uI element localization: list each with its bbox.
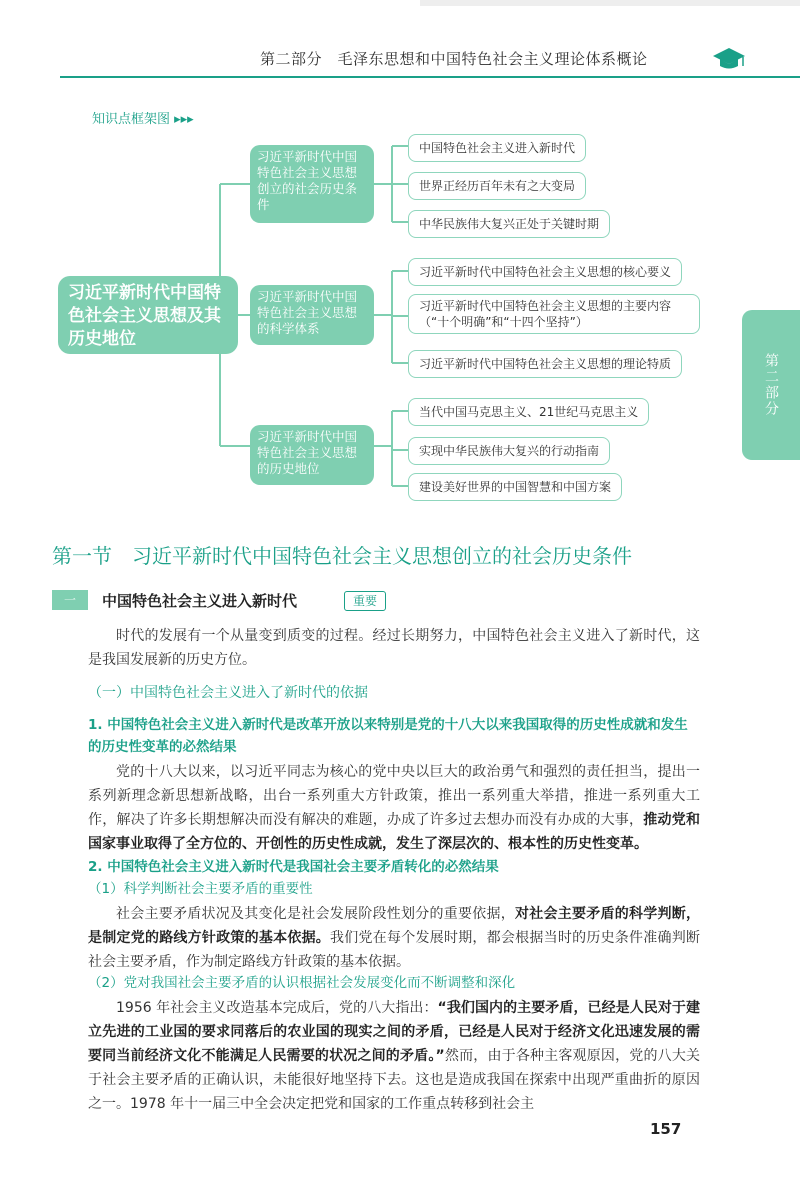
mindmap-leaf: 习近平新时代中国特色社会主义思想的理论特质: [408, 350, 682, 378]
paragraph-emphasis: “我们国内的主要矛盾，已经是人民对于建立先进的工业国的要求同落后的农业国的现实之间的矛盾，已经是人民对于经济文化迅速发展的需要同当前经济文化不能满足人民需要的状况之间的矛盾。”: [88, 1000, 701, 1064]
mindmap-leaf: 实现中华民族伟大复兴的行动指南: [408, 437, 610, 465]
mindmap-leaf-two-line: [408, 294, 700, 334]
mindmap-leaf-line: （“十个明确”和“十四个坚持”）: [419, 315, 588, 329]
heading-point-2-1: （1）科学判断社会主要矛盾的重要性: [88, 881, 313, 897]
mindmap-branch-system: 习近平新时代中国特色社会主义思想的科学体系: [250, 285, 374, 345]
mindmap-leaf: 世界正经历百年未有之大变局: [408, 172, 586, 200]
heading-basis: （一）中国特色社会主义进入了新时代的依据: [88, 685, 368, 701]
heading-point-1: 1. 中国特色社会主义进入新时代是改革开放以来特别是党的十八大以来我国取得的历史性成就和发生的历史性变革的必然结果: [88, 717, 688, 755]
mindmap-branch-status: 习近平新时代中国特色社会主义思想的历史地位: [250, 425, 374, 485]
paragraph-history: [88, 996, 700, 1116]
paragraph-text: 我们党在每个发展时期，都会根据当时的历史条件准确判断社会主要矛盾，作为制定路线方针政策的基本依据。: [88, 930, 700, 970]
graduation-cap-icon: [712, 46, 746, 72]
framework-label: 知识点框架图 ▸▸▸: [92, 112, 194, 127]
mindmap-leaf: 中华民族伟大复兴正处于关键时期: [408, 210, 610, 238]
mindmap-leaf: 中国特色社会主义进入新时代: [408, 134, 586, 162]
page-number: 157: [650, 1120, 682, 1138]
importance-badge: 重要: [344, 591, 386, 611]
mindmap-root: 习近平新时代中国特色社会主义思想及其历史地位: [58, 276, 238, 354]
paragraph-text: 党的十八大以来，以习近平同志为核心的党中央以巨大的政治勇气和强烈的责任担当，提出一系列新理念新思想新战略，出台一系列重大方针政策，推出一系列重大举措，推进一系列重大工作，解决了许多长期想解决而没有解决的难题，办成了许多过去想办而没有办成的大事，: [88, 764, 700, 828]
paragraph-contradiction: [88, 902, 700, 974]
subsection-title: 中国特色社会主义进入新时代: [102, 592, 298, 610]
section-title: 第一节 习近平新时代中国特色社会主义思想创立的社会历史条件: [52, 544, 632, 568]
paragraph-text: 社会主要矛盾状况及其变化是社会发展阶段性划分的重要依据，: [116, 906, 515, 922]
header-rule: [60, 76, 800, 78]
paragraph-emphasis: 对社会主要矛盾的科学判断，是制定党的路线方针政策的基本依据。: [88, 906, 700, 946]
mindmap-leaf: 习近平新时代中国特色社会主义思想的核心要义: [408, 258, 682, 286]
mindmap-leaf-line: 习近平新时代中国特色社会主义思想的主要内容: [419, 299, 672, 313]
heading-point-2-2: （2）党对我国社会主要矛盾的认识根据社会发展变化而不断调整和深化: [88, 975, 516, 991]
top-edge-strip: [420, 0, 800, 6]
paragraph-emphasis: 推动党和国家事业取得了全方位的、开创性的历史性成就，发生了深层次的、根本性的历史性变革。: [88, 812, 701, 852]
paragraph-achievements: [88, 760, 700, 856]
mindmap-branch-conditions: 习近平新时代中国特色社会主义思想创立的社会历史条件: [250, 145, 374, 223]
paragraph-text: 1956 年社会主义改造基本完成后，党的八大指出：: [116, 1000, 438, 1016]
mindmap-leaf: 当代中国马克思主义、21世纪马克思主义: [408, 398, 649, 426]
heading-point-2: 2. 中国特色社会主义进入新时代是我国社会主要矛盾转化的必然结果: [88, 859, 499, 875]
page-header-title: 第二部分 毛泽东思想和中国特色社会主义理论体系概论: [260, 50, 648, 68]
part-side-tab: 第二部分: [742, 310, 800, 460]
paragraph-text: 然而，由于各种主客观原因，党的八大关于社会主要矛盾的正确认识，未能很好地坚持下去。这也是造成我国在探索中出现严重曲折的原因之一。1978 年十一届三中全会决定把党和国家的工作重点转移到社会主: [88, 1048, 700, 1112]
paragraph-intro: 时代的发展有一个从量变到质变的过程。经过长期努力，中国特色社会主义进入了新时代，这是我国发展新的历史方位。: [88, 628, 700, 668]
mindmap-leaf: 建设美好世界的中国智慧和中国方案: [408, 473, 622, 501]
subsection-number: 一: [52, 590, 88, 610]
